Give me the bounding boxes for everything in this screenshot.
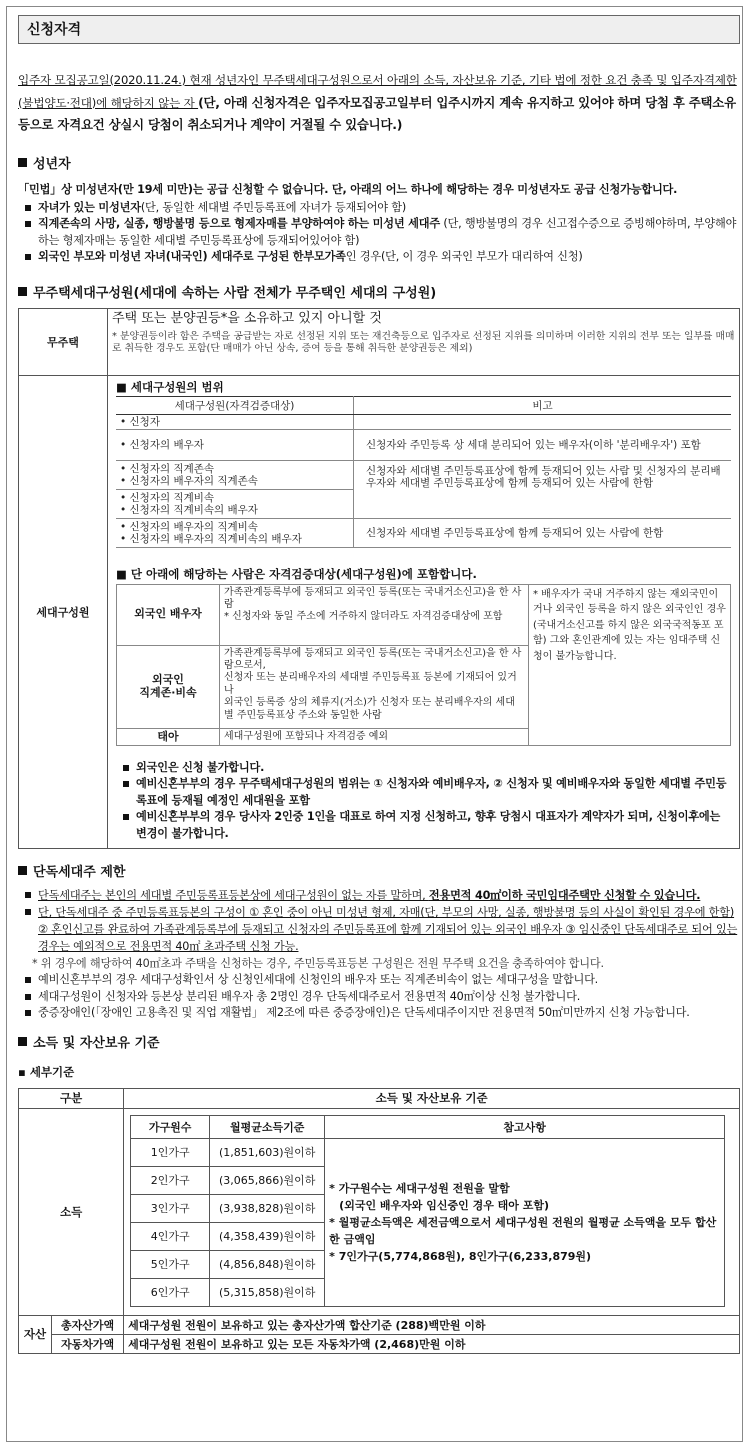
intro-bold: (단, 아래 신청자격은 입주자모집공고일부터 입주시까지 계속 유지하고 있어야 하며 당첨 후 주택소유 등으로 자격요건 상실시 당첨이 취소되거나 계약이 거절될 수 있습니다.) — [18, 94, 736, 132]
incl-label: 외국인 직계존·비속 — [117, 645, 220, 728]
incl-note: * 배우자가 국내 거주하지 않는 재외국민이거나 외국인 등록을 하지 않은 외국인인 경우(국내거소신고를 하지 않은 외국국적동포 포함) 그와 혼인관계에 있는 자는 임대주택 신청이 불가능합니다. — [529, 584, 731, 745]
minor-heading: 성년자 — [18, 155, 740, 175]
income-row-count: 6인가구 — [131, 1278, 210, 1306]
list-item: 외국인 부모와 미성년 자녀(내국인) 세대주로 구성된 한부모가족인 경우(단, 이 경우 외국인 부모가 대리하여 신청) — [18, 249, 740, 266]
income-row-count: 4인가구 — [131, 1222, 210, 1250]
income-row-value: (4,856,848)원이하 — [210, 1250, 325, 1278]
incl-table — [116, 584, 731, 746]
income-row-count: 5인가구 — [131, 1250, 210, 1278]
incl-label: 태아 — [117, 728, 220, 745]
total-text: 세대구성원 전원이 보유하고 있는 총자산가액 합산기준 (288)백만원 이하 — [124, 1315, 740, 1334]
intro-text: 입주자 모집공고일(2020.11.24.) 현재 성년자인 무주택세대구성원으로서 아래의 소득, 자산보유 기준, 기타 법에 정한 요건 충족 및 입주자격제한(불법양도·전대)에 해당하지 않는 자 — [18, 73, 737, 110]
list-item: 직계존속의 사망, 실종, 행방불명 등으로 형제자매를 부양하여야 하는 미성년 세대주 (단, 행방불명의 경우 신고접수증으로 증빙해야하며, 부양해야하는 형제자매는 동일한 세대별 주민등록표상에 등재되어있어야 함) — [18, 216, 740, 249]
household-bottom-list — [116, 760, 731, 843]
list-item: 예비신혼부부의 경우 당사자 2인중 1인을 대표로 하여 지정 신청하고, 향후 당첨시 대표자가 계약자가 되며, 신청이후에는 변경이 불가합니다. — [116, 809, 731, 842]
col-income: 월평균소득기준 — [210, 1115, 325, 1138]
income-row-value: (4,358,439)원이하 — [210, 1222, 325, 1250]
member-cell — [108, 375, 740, 849]
income-row-count: 1인가구 — [131, 1138, 210, 1166]
scope-row: • 신청자 — [116, 414, 354, 429]
single-list — [18, 887, 740, 955]
income-row-count: 3인가구 — [131, 1194, 210, 1222]
list-item: 외국인은 신청 불가합니다. — [116, 760, 731, 777]
no-house-note: * 분양권등이라 함은 주택을 공급받는 자로 선정된 지위 또는 재건축등으로 입주자로 선정된 지위를 의미하며 이러한 지위의 전부 또는 일부를 매매로 취득한 경우도 포함(단 매매가 아닌 상속, 증여 등을 통해 취득한 분양권등은 제외) — [112, 330, 735, 354]
income-inner-table — [130, 1115, 725, 1307]
income-row-value: (1,851,603)원이하 — [210, 1138, 325, 1166]
single-heading: 단독세대주 제한 — [18, 863, 740, 883]
income-row-value: (5,315,858)원이하 — [210, 1278, 325, 1306]
income-sub: ▪ 세부기준 — [18, 1064, 75, 1079]
income-row-value: (3,065,866)원이하 — [210, 1166, 325, 1194]
single-note: * 위 경우에 해당하여 40㎡초과 주택을 신청하는 경우, 주민등록표등본 구성원은 전원 무주택 요건을 충족하여야 합니다. — [32, 957, 604, 971]
income-heading: 소득 및 자산보유 기준 — [18, 1034, 740, 1054]
household-heading: 무주택세대구성원(세대에 속하는 사람 전체가 무주택인 세대의 구성원) — [18, 284, 740, 304]
list-item: 단독세대주는 본인의 세대별 주민등록표등본상에 세대구성원이 없는 자를 말하며, 전용면적 40㎡이하 국민임대주택만 신청할 수 있습니다. — [18, 887, 740, 904]
col-notes: 참고사항 — [325, 1115, 725, 1138]
square-icon — [18, 866, 27, 875]
scope-table: 세대구성원(자격검증대상) 비고 • 신청자 • 신청자의 배우자 신청자와 주민등록 상 세대 분리되어 있는 배우자(이하 '분리배우자') 포함 • 신청자의 직계존속 • 신청자의 배우자의 직계존속 신청자와 세대별 주민등록표상에 함께 등재되어 있는 사람 및 신청자의 분리배우자와 세대별 주민등록표상에 함께 등재되어 있는 사람에 한함 • 신청자의 직계비속 • 신청자의 직계비속의 배우자 • 신청자의 배우자의 직계비속 • 신청자의 배우자의 직계비속의 배우자 신청자와 세대별 주민등록표상에 함께 등재되어 있는 사람에 한함 — [116, 396, 731, 548]
income-row-value: (3,938,828)원이하 — [210, 1194, 325, 1222]
scope-row: • 신청자의 직계비속 • 신청자의 직계비속의 배우자 — [116, 489, 354, 518]
scope-row: • 신청자의 배우자 — [116, 429, 354, 460]
list-item: 세대구성원이 신청자와 등본상 분리된 배우자 총 2명인 경우 단독세대주로서 전용면적 40㎡이상 신청 불가합니다. — [18, 989, 740, 1006]
square-icon — [18, 1037, 27, 1046]
incl-text: 세대구성원에 포함되나 자격검증 예외 — [220, 728, 529, 745]
incl-label: 외국인 배우자 — [117, 584, 220, 645]
col-category: 구분 — [19, 1088, 124, 1108]
single-list-2 — [18, 972, 740, 1022]
list-item: 예비신혼부부의 경우 무주택세대구성원의 범위는 ① 신청자와 예비배우자, ② 신청자 및 예비배우자와 동일한 세대별 주민등록표에 등재될 예정인 세대원을 포함 — [116, 776, 731, 809]
asset-label: 자산 — [19, 1315, 52, 1353]
list-item: 단, 단독세대주 중 주민등록표등본의 구성이 ① 혼인 중이 아닌 미성년 형제, 자매(단, 부모의 사망, 실종, 행방불명 등의 사실이 확인된 경우에 한함) ② 혼인신고를 완료하여 가족관계등록부에 등재되고 신청자의 주민등록표에 함께 기재되어 있는 외국인 배우자 ③ 임신중인 단독세대주로 되어 있는 경우는 예외적으로 전용면적 40㎡ 초과주택 신청 가능. — [18, 904, 740, 955]
income-label: 소득 — [19, 1108, 124, 1315]
income-row-count: 2인가구 — [131, 1166, 210, 1194]
income-notes: * 가구원수는 세대구성원 전원을 말함 (외국인 배우자와 임신중인 경우 태아 포함) * 월평균소득액은 세전금액으로서 세대구성원 전원의 월평균 소득액을 모두 합산한 금액임 * 7인가구(5,774,868원), 8인가구(6,233,879원) — [325, 1138, 725, 1306]
list-item: 자녀가 있는 미성년자(단, 동일한 세대별 주민등록표에 자녀가 등재되어야 함) — [18, 200, 740, 217]
car-label: 자동차가액 — [52, 1334, 124, 1353]
list-item: 중증장애인(「장애인 고용촉진 및 직업 재활법」 제2조에 따른 중증장애인)은 단독세대주이지만 전용면적 50㎡미만까지 신청 가능합니다. — [18, 1005, 740, 1022]
member-label: 세대구성원 — [19, 375, 108, 849]
incl-text: 가족관계등록부에 등재되고 외국인 등록(또는 국내거소신고)을 한 사람 * 신청자와 동일 주소에 거주하지 않더라도 자격검증대상에 포함 — [220, 584, 529, 645]
scope-col-1: 세대구성원(자격검증대상) — [116, 396, 354, 414]
minor-text: 「민법」상 미성년자(만 19세 미만)는 공급 신청할 수 없습니다. 단, 아래의 어느 하나에 해당하는 경우 미성년자도 공급 신청가능합니다. — [18, 182, 678, 196]
total-label: 총자산가액 — [52, 1315, 124, 1334]
page-frame — [6, 6, 743, 1442]
col-members: 가구원수 — [131, 1115, 210, 1138]
no-house-main: 주택 또는 분양권등*을 소유하고 있지 아니할 것 — [112, 310, 382, 326]
minor-list — [18, 200, 740, 266]
intro-paragraph — [18, 70, 740, 137]
square-icon — [18, 287, 27, 296]
household-table — [18, 308, 740, 850]
scope-heading: ■ 세대구성원의 범위 — [116, 379, 224, 394]
no-house-label: 무주택 — [19, 308, 108, 375]
income-cell — [124, 1108, 740, 1315]
no-house-cell — [108, 308, 740, 375]
incl-text: 가족관계등록부에 등재되고 외국인 등록(또는 국내거소신고)을 한 사람으로서, 신청자 또는 분리배우자의 세대별 주민등록표 등본에 기재되어 있거나 외국인 등록증 상의 체류지(거소)가 신청자 또는 분리배우자의 세대별 주민등록표상 주소와 동일한 사람 — [220, 645, 529, 728]
list-item: 예비신혼부부의 경우 세대구성확인서 상 신청인세대에 신청인의 배우자 또는 직계존비속이 없는 세대구성을 말합니다. — [18, 972, 740, 989]
scope-row: • 신청자의 배우자의 직계비속 • 신청자의 배우자의 직계비속의 배우자 — [116, 518, 354, 547]
square-icon — [18, 158, 27, 167]
col-standard: 소득 및 자산보유 기준 — [124, 1088, 740, 1108]
income-table — [18, 1088, 740, 1354]
car-text: 세대구성원 전원이 보유하고 있는 모든 자동차가액 (2,468)만원 이하 — [124, 1334, 740, 1353]
scope-col-2: 비고 — [354, 396, 732, 414]
content — [18, 15, 740, 1354]
scope-row: • 신청자의 직계존속 • 신청자의 배우자의 직계존속 — [116, 460, 354, 489]
section-title: 신청자격 — [18, 15, 740, 44]
incl-heading: ■ 단 아래에 해당하는 사람은 자격검증대상(세대구성원)에 포함합니다. — [116, 566, 477, 581]
